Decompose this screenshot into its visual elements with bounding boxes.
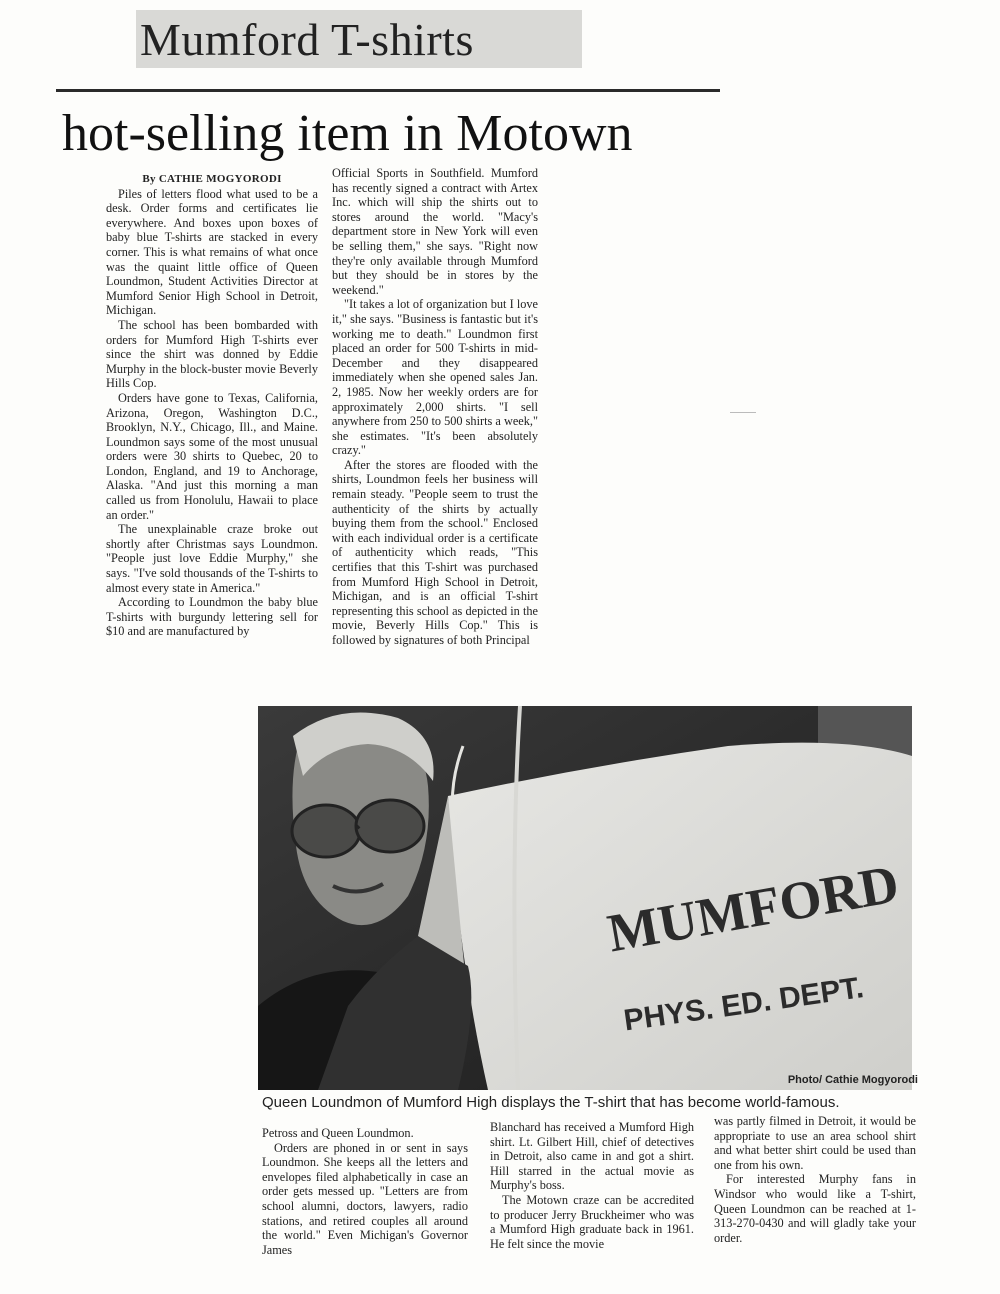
- news-photo: [258, 706, 912, 1090]
- article-column-1: [106, 172, 318, 639]
- paragraph: Orders are phoned in or sent in says Loundmon. She keeps all the letters and envelopes filed alphabetically in case an order gets messed up. "Letters are from school alumni, doctors, lawyers, radio stations, and retired couples all around the world." Even Michigan's Governor James: [262, 1140, 468, 1257]
- shirt-lettering-mumford: MUMFORD: [603, 853, 904, 964]
- paragraph: Petross and Queen Loundmon.: [262, 1126, 414, 1140]
- photo-illustration: [258, 706, 912, 1090]
- paragraph: The school has been bombarded with orders for Mumford High T-shirts ever since the shirt was donned by Eddie Murphy in the block-buster movie Beverly Hills Cop.: [106, 317, 318, 391]
- paragraph: Orders have gone to Texas, California, Arizona, Oregon, Washington D.C., Brooklyn, N.Y., Chicago, Ill., and Maine. Loundmon says some of the most unusual orders were 30 shirts to Quebec, 20 to London, England, and 19 to Anchorage, Alaska. "And just this morning a man called us from Honolulu, Hawaii to place an order.": [106, 390, 318, 522]
- photo-caption: Queen Loundmon of Mumford High displays the T-shirt that has become world-famous.: [262, 1094, 840, 1111]
- paragraph: Piles of letters flood what used to be a desk. Order forms and certificates lie everywhere. And boxes upon boxes of baby blue T-shirts are stacked in every corner. This is what remains of what once was the quaint little office of Queen Loundmon, Student Activities Director at Mumford Senior High School in Detroit, Michigan.: [106, 186, 318, 318]
- paragraph: For interested Murphy fans in Windsor who would like a T-shirt, Queen Loundmon can be reached at 1-313-270-0430 and will gladly take your order.: [714, 1172, 916, 1245]
- article-column-3: [262, 1126, 468, 1257]
- paragraph: Blanchard has received a Mumford High shirt. Lt. Gilbert Hill, chief of detectives in Detroit, also came in and got a shirt. Hill starred in the actual movie as Murphy's boss.: [490, 1120, 694, 1193]
- headline: hot-selling item in Motown: [62, 105, 633, 162]
- paragraph: The unexplainable craze broke out shortly after Christmas says Loundmon. "People just love Eddie Murphy," she says. "I've sold thousands of the T-shirts to almost every state in America.": [106, 522, 318, 595]
- paragraph: After the stores are flooded with the shirts, Loundmon feels her business will remain steady. "People seem to trust the authenticity of the shirts by actually buying them from the school." Enclosed with each individual order is a certificate of authenticity which reads, "This certifies that this T-shirt was purchased from Mumford High School in Detroit, Michigan, and is an official T-shirt representing this school as depicted in the movie, Beverly Hills Cop." This is followed by signatures of both Principal: [332, 457, 538, 647]
- paragraph: According to Loundmon the baby blue T-shirts with burgundy lettering sell for $10 and are manufactured by: [106, 595, 318, 639]
- photo-credit: Photo/ Cathie Mogyorodi: [787, 1074, 918, 1086]
- paragraph: The Motown craze can be accredited to producer Jerry Bruckheimer who was a Mumford High graduate back in 1961. He felt since the movie: [490, 1192, 694, 1251]
- byline: By CATHIE MOGYORODI: [142, 173, 282, 185]
- paragraph: Official Sports in Southfield. Mumford has recently signed a contract with Artex Inc. which will ship the shirts out to stores around the world. "Macy's department store in New York will even be selling them," she says. "Right now they're only available through Mumford but they should be in stores by the weekend.": [332, 166, 538, 297]
- article-column-2: [332, 166, 538, 648]
- article-column-4: [490, 1120, 694, 1251]
- paragraph: "It takes a lot of organization but I love it," she says. "Business is fantastic but it's working me to death." Loundmon first placed an order for 500 T-shirts in mid-December and they disappeared immediately when she opened sales Jan. 2, 1985. Now her weekly orders are for approximately 2,000 shirts. "I sell anywhere from 250 to 500 shirts a week," she estimates. "It's been absolutely crazy.": [332, 297, 538, 458]
- headline-rule: [56, 89, 720, 92]
- scan-mark: [730, 412, 756, 413]
- shirt-lettering-dept: PHYS. ED. DEPT.: [621, 971, 866, 1038]
- headline-kicker: Mumford T-shirts: [140, 14, 474, 65]
- paragraph: was partly filmed in Detroit, it would be appropriate to use an area school shirt and what better shirt could be used than one from his own.: [714, 1114, 916, 1172]
- article-column-5: [714, 1114, 916, 1245]
